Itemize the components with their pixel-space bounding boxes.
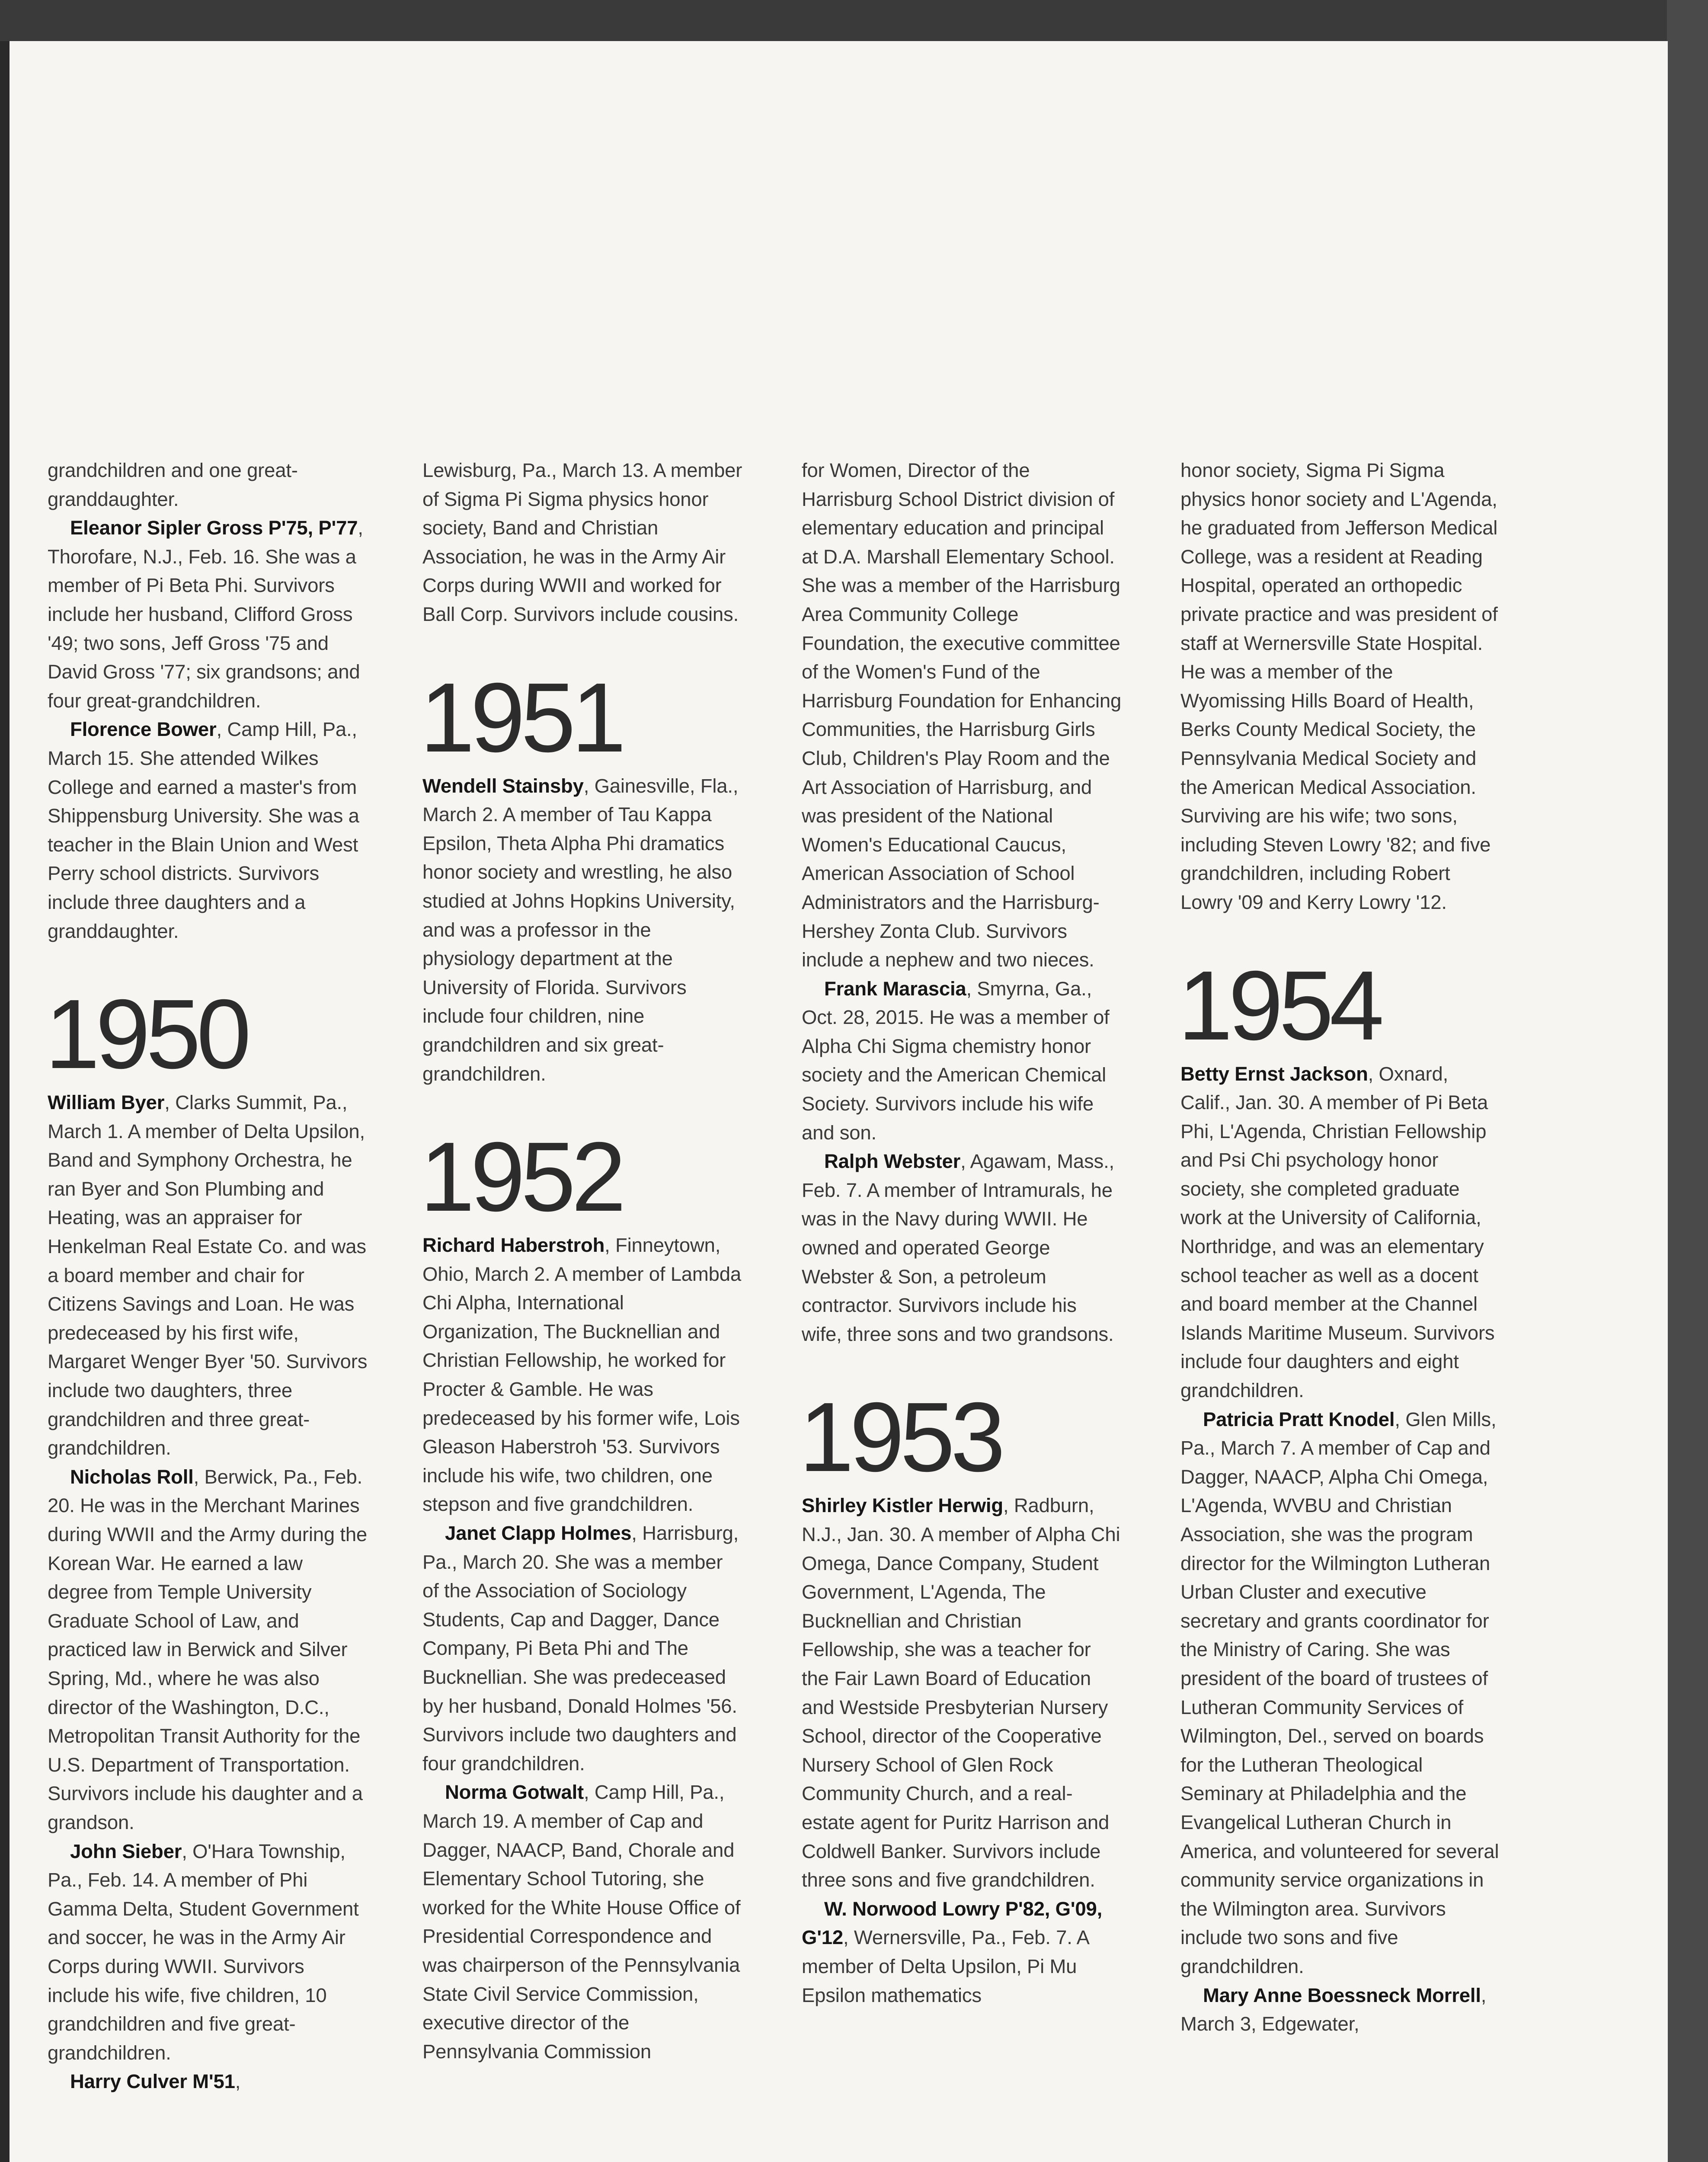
obituary-entry [48,1837,368,2068]
obituary-text: honor society, Sigma Pi Sigma physics honor society and L'Agenda, he graduated from Jefferson Medical College, was a resident at Reading Hospital, operated an orthopedic private practice and was president of staff at Wernersville State Hospital. He was a member of the Wyomissing Hills Board of Health, Berks County Medical Society, the Pennsylvania Medical Society and the American Medical Association. Surviving are his wife; two sons, including Steven Lowry '82; and five grandchildren, including Robert Lowry '09 and Kerry Lowry '12. [1180,459,1498,913]
obituary-entry [422,1519,742,1778]
obituary-text: , O'Hara Township, Pa., Feb. 14. A member of Phi Gamma Delta, Student Government and soccer, he was in the Army Air Corps during WWII. Survivors include his wife, five children, 10 grandchildren and five great-grandchildren. [48,1840,359,2064]
obituary-entry [422,1231,742,1519]
obituary-name: Nicholas Roll [70,1465,194,1488]
obituary-text: , Agawam, Mass., Feb. 7. A member of Intramurals, he was in the Navy during WWII. He owned and operated George Webster & Son, a petroleum contractor. Survivors include his wife, three sons and two grandsons. [802,1150,1114,1345]
obituary-continuation [802,456,1122,975]
obituary-entry [802,1147,1122,1349]
obituary-name: Janet Clapp Holmes [445,1522,632,1545]
obituary-name: Florence Bower [70,718,217,741]
obituary-name: Harry Culver M'51 [70,2070,235,2093]
obituary-name: William Byer [48,1091,165,1114]
obituary-text: , Radburn, N.J., Jan. 30. A member of Alpha Chi Omega, Dance Company, Student Government, L'Agenda, The Bucknellian and Christian Fellowship, she was a teacher for the Fair Lawn Board of Education and Westside Presbyterian Nursery School, director of the Cooperative Nursery School of Glen Rock Community Church, and a real-estate agent for Puritz Harrison and Coldwell Banker. Survivors include three sons and five grandchildren. [802,1494,1120,1891]
obituary-text: , [235,2070,241,2093]
column-1 [45,456,368,2096]
obituary-entry [48,715,368,946]
obituary-name: Frank Marascia [824,977,966,1000]
obituary-entry [1180,1405,1500,1981]
obituary-entry [48,2067,368,2096]
magazine-page [10,41,1668,2162]
scan-border-top [0,0,1708,41]
obituary-continuation [1180,456,1500,917]
obituary-continuation [48,456,368,514]
column-4 [1180,456,1500,2039]
obituary-text: Lewisburg, Pa., March 13. A member of Sigma Pi Sigma physics honor society, Band and Christian Association, he was in the Army Air Corps during WWII and worked for Ball Corp. Survivors include cousins. [422,459,742,625]
obituary-text: , Finneytown, Ohio, March 2. A member of Lambda Chi Alpha, International Organization, The Bucknellian and Christian Fellowship, he worked for Procter & Gamble. He was predeceased by his former wife, Lois Gleason Haberstroh '53. Survivors include his wife, two children, one stepson and five grandchildren. [422,1234,741,1516]
obituary-entry [1180,1981,1500,2039]
obituary-name: Mary Anne Boessneck Morrell [1203,1984,1481,2006]
obituary-text: , Clarks Summit, Pa., March 1. A member of Delta Upsilon, Band and Symphony Orchestra, he ran Byer and Son Plumbing and Heating, was an appraiser for Henkelman Real Estate Co. and was a board member and chair for Citizens Savings and Loan. He was predeceased by his first wife, Margaret Wenger Byer '50. Survivors include two daughters, three grandchildren and three great-grandchildren. [48,1091,368,1459]
obituary-text: , Oxnard, Calif., Jan. 30. A member of Pi Beta Phi, L'Agenda, Christian Fellowship and Psi Chi psychology honor society, she completed graduate work at the University of California, Northridge, and was an elementary school teacher as well as a docent and board member at the Channel Islands Maritime Museum. Survivors include four daughters and eight grandchildren. [1180,1062,1495,1402]
obituary-name: John Sieber [70,1840,182,1862]
obituary-name: Eleanor Sipler Gross P'75, P'77 [70,517,358,539]
obituary-text: , March 3, Edgewater, [1180,1984,1487,2035]
obituary-name: W. Norwood Lowry P'82, G'09, G'12 [802,1897,1103,1949]
obituary-entry [802,1491,1122,1894]
obituary-entry [48,514,368,715]
column-2 [422,456,742,2066]
obituary-text: grandchildren and one great-granddaughter. [48,459,298,510]
obituary-entry [1180,1060,1500,1405]
obituary-entry [48,1463,368,1837]
obituary-entry [802,975,1122,1148]
obituary-text: , Thorofare, N.J., Feb. 16. She was a member of Pi Beta Phi. Survivors include her husband, Clifford Gross '49; two sons, Jeff Gross '75 and David Gross '77; six grandsons; and four great-grandchildren. [48,517,363,712]
obituary-text: , Smyrna, Ga., Oct. 28, 2015. He was a member of Alpha Chi Sigma chemistry honor society and the American Chemical Society. Survivors include his wife and son. [802,977,1110,1144]
obituary-entry [48,1088,368,1463]
class-year-heading: 1952 [420,1122,622,1232]
obituary-name: Wendell Stainsby [422,774,584,797]
obituary-text: , Glen Mills, Pa., March 7. A member of Cap and Dagger, NAACP, Alpha Chi Omega, L'Agenda, WVBU and Christian Association, she was the program director for the Wilmington Lutheran Urban Cluster and executive secretary and grants coordinator for the Ministry of Caring. She was president of the board of trustees of Lutheran Community Services of Wilmington, Del., served on boards for the Lutheran Theological Seminary at Philadelphia and the Evangelical Lutheran Church in America, and volunteered for several community service organizations in the Wilmington area. Survivors include two sons and five grandchildren. [1180,1408,1499,1977]
obituary-entry [422,772,742,1089]
class-year-heading: 1953 [799,1382,1001,1493]
obituary-name: Patricia Pratt Knodel [1203,1408,1395,1430]
obituary-text: , Harrisburg, Pa., March 20. She was a member of the Association of Sociology Students, Cap and Dagger, Dance Company, Pi Beta Phi and The Bucknellian. She was predeceased by her husband, Donald Holmes '56. Survivors include two daughters and four grandchildren. [422,1522,739,1775]
obituary-text: for Women, Director of the Harrisburg School District division of elementary education and principal at D.A. Marshall Elementary School. She was a member of the Harrisburg Area Community College Foundation, the executive committee of the Women's Fund of the Harrisburg Foundation for Enhancing Communities, the Harrisburg Girls Club, Children's Play Room and the Art Association of Harrisburg, and was president of the National Women's Educational Caucus, American Association of School Administrators and the Harrisburg-Hershey Zonta Club. Survivors include a nephew and two nieces. [802,459,1122,971]
class-year-heading: 1950 [45,979,247,1090]
obituary-text: , Berwick, Pa., Feb. 20. He was in the Merchant Marines during WWII and the Army during the Korean War. He earned a law degree from Temple University Graduate School of Law, and practiced law in Berwick and Silver Spring, Md., where he was also director of the Washington, D.C., Metropolitan Transit Authority for the U.S. Department of Transportation. Survivors include his daughter and a grandson. [48,1465,368,1833]
obituary-name: Richard Haberstroh [422,1234,605,1257]
obituary-entry [422,1778,742,2066]
obituary-name: Shirley Kistler Herwig [802,1494,1003,1517]
obituary-continuation [422,456,742,629]
obituary-text: , Camp Hill, Pa., March 15. She attended Wilkes College and earned a master's from Shippensburg University. She was a teacher in the Blain Union and West Perry school districts. Survivors include three daughters and a granddaughter. [48,718,359,942]
obituary-name: Betty Ernst Jackson [1180,1062,1368,1085]
obituary-name: Ralph Webster [824,1150,961,1173]
obituary-name: Norma Gotwalt [445,1781,584,1804]
class-year-heading: 1954 [1178,950,1380,1061]
column-3 [799,456,1122,2010]
scan-border-right [1667,0,1708,2162]
obituary-text: , Wernersville, Pa., Feb. 7. A member of Delta Upsilon, Pi Mu Epsilon mathematics [802,1926,1089,2006]
obituary-text: , Gainesville, Fla., March 2. A member of Tau Kappa Epsilon, Theta Alpha Phi dramatics honor society and wrestling, he also studied at Johns Hopkins University, and was a professor in the physiology department at the University of Florida. Survivors include four children, nine grandchildren and six great-grandchildren. [422,774,739,1085]
class-year-heading: 1951 [420,662,622,773]
obituary-text: , Camp Hill, Pa., March 19. A member of Cap and Dagger, NAACP, Band, Chorale and Elementary School Tutoring, she worked for the White House Office of Presidential Correspondence and was chairperson of the Pennsylvania State Civil Service Commission, executive director of the Pennsylvania Commission [422,1781,741,2063]
obituary-entry [802,1895,1122,2010]
